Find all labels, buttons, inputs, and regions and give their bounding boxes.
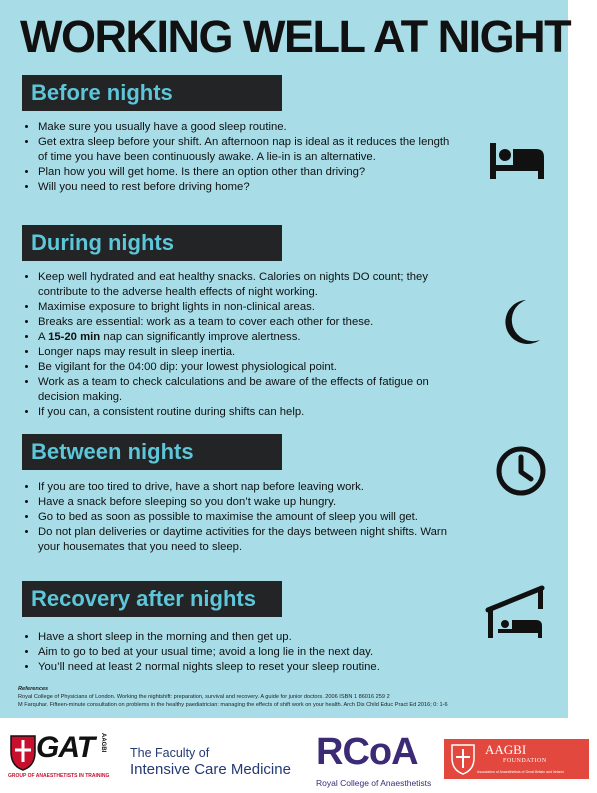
list-item: • Have a short sleep in the morning and then get up. xyxy=(38,630,458,645)
list-item xyxy=(38,330,458,345)
list-item: • Maximise exposure to bright lights in non-clinical areas. xyxy=(38,300,458,315)
list-item: • Make sure you usually have a good sleep routine. xyxy=(38,120,458,135)
page-title: WORKING WELL AT NIGHT xyxy=(20,11,571,62)
ficm-line2: Intensive Care Medicine xyxy=(130,761,291,778)
section-heading-before-nights: Before nights xyxy=(22,75,282,111)
list-item: • You’ll need at least 2 normal nights sleep to reset your sleep routine. xyxy=(38,660,458,675)
nap-duration-text: 15-20 min xyxy=(48,331,101,343)
list-item: • Go to bed as soon as possible to maximise the amount of sleep you will get. xyxy=(38,510,458,525)
list-item: • If you are too tired to drive, have a short nap before leaving work. xyxy=(38,480,458,495)
between-nights-list xyxy=(18,480,458,555)
reference-line: M Farquhar. Fifteen-minute consultation on problems in the healthy paediatrician: managing the effects of shift work on your health. Arch Dis Child Educ Pract Ed 2016; 0: 1-6 xyxy=(18,702,448,708)
list-item: • If you can, a consistent routine during shifts can help. xyxy=(38,405,458,420)
moon-icon xyxy=(502,298,542,346)
aagbi-subtitle: Association of Anaesthetists of Great Britain and Ireland xyxy=(477,770,564,774)
list-item: • Aim to go to bed at your usual time; avoid a long lie in the next day. xyxy=(38,645,458,660)
section-heading-between-nights: Between nights xyxy=(22,434,282,470)
gat-crest-icon xyxy=(8,732,38,772)
section-heading-recovery-after-nights: Recovery after nights xyxy=(22,581,282,617)
gat-subtitle: GROUP OF ANAESTHETISTS IN TRAINING xyxy=(8,773,110,779)
list-item: • Will you need to rest before driving home? xyxy=(38,180,458,195)
aagbi-logo-text: AAGBI xyxy=(485,742,527,757)
section-heading-during-nights: During nights xyxy=(22,225,282,261)
references-title: References xyxy=(18,686,49,692)
list-item: • Plan how you will get home. Is there an option other than driving? xyxy=(38,165,458,180)
before-nights-list xyxy=(18,120,458,195)
bed-icon xyxy=(488,141,546,181)
nap-suffix-text: nap can significantly improve alertness. xyxy=(100,331,301,343)
clock-icon xyxy=(494,444,548,498)
list-item: • Be vigilant for the 04:00 dip: your lowest physiological point. xyxy=(38,360,458,375)
aagbi-foundation-text: FOUNDATION xyxy=(503,758,547,764)
reference-line: Royal College of Physicians of London. Working the nightshift: preparation, survival and recovery. A guide for junior doctors. 2006 ISBN 1 86016 259 2 xyxy=(18,694,390,700)
list-item: • Get extra sleep before your shift. An afternoon nap is ideal as it reduces the length of time you have been continuously awake. A lie-in is an alternative. xyxy=(38,135,458,165)
gat-side-text: AAGBI xyxy=(100,733,106,753)
list-item: • Keep well hydrated and eat healthy snacks. Calories on nights DO count; they contribute to the adverse health effects of night working. xyxy=(38,270,458,300)
gat-logo-text: GAT xyxy=(36,731,95,764)
nap-prefix-text: A xyxy=(38,331,49,343)
list-item: • Longer naps may result in sleep inertia. xyxy=(38,345,458,360)
recovery-after-nights-list xyxy=(18,630,458,675)
list-item: • Work as a team to check calculations and be aware of the effects of fatigue on decision making. xyxy=(38,375,458,405)
rcoa-logo-text: RCoA xyxy=(316,731,418,773)
references xyxy=(18,685,558,709)
list-item: • Breaks are essential: work as a team to cover each other for these. xyxy=(38,315,458,330)
during-nights-list xyxy=(18,270,458,420)
rcoa-subtitle: Royal College of Anaesthetists xyxy=(316,778,432,788)
aagbi-crest-icon xyxy=(449,742,477,776)
list-item: • Do not plan deliveries or daytime activities for the days between night shifts. Warn your housemates that you need to sleep. xyxy=(38,525,458,555)
logo-footer xyxy=(0,718,597,793)
list-item: • Have a snack before sleeping so you don’t wake up hungry. xyxy=(38,495,458,510)
sleep-under-roof-icon xyxy=(484,582,548,642)
ficm-line1: The Faculty of xyxy=(130,746,210,760)
